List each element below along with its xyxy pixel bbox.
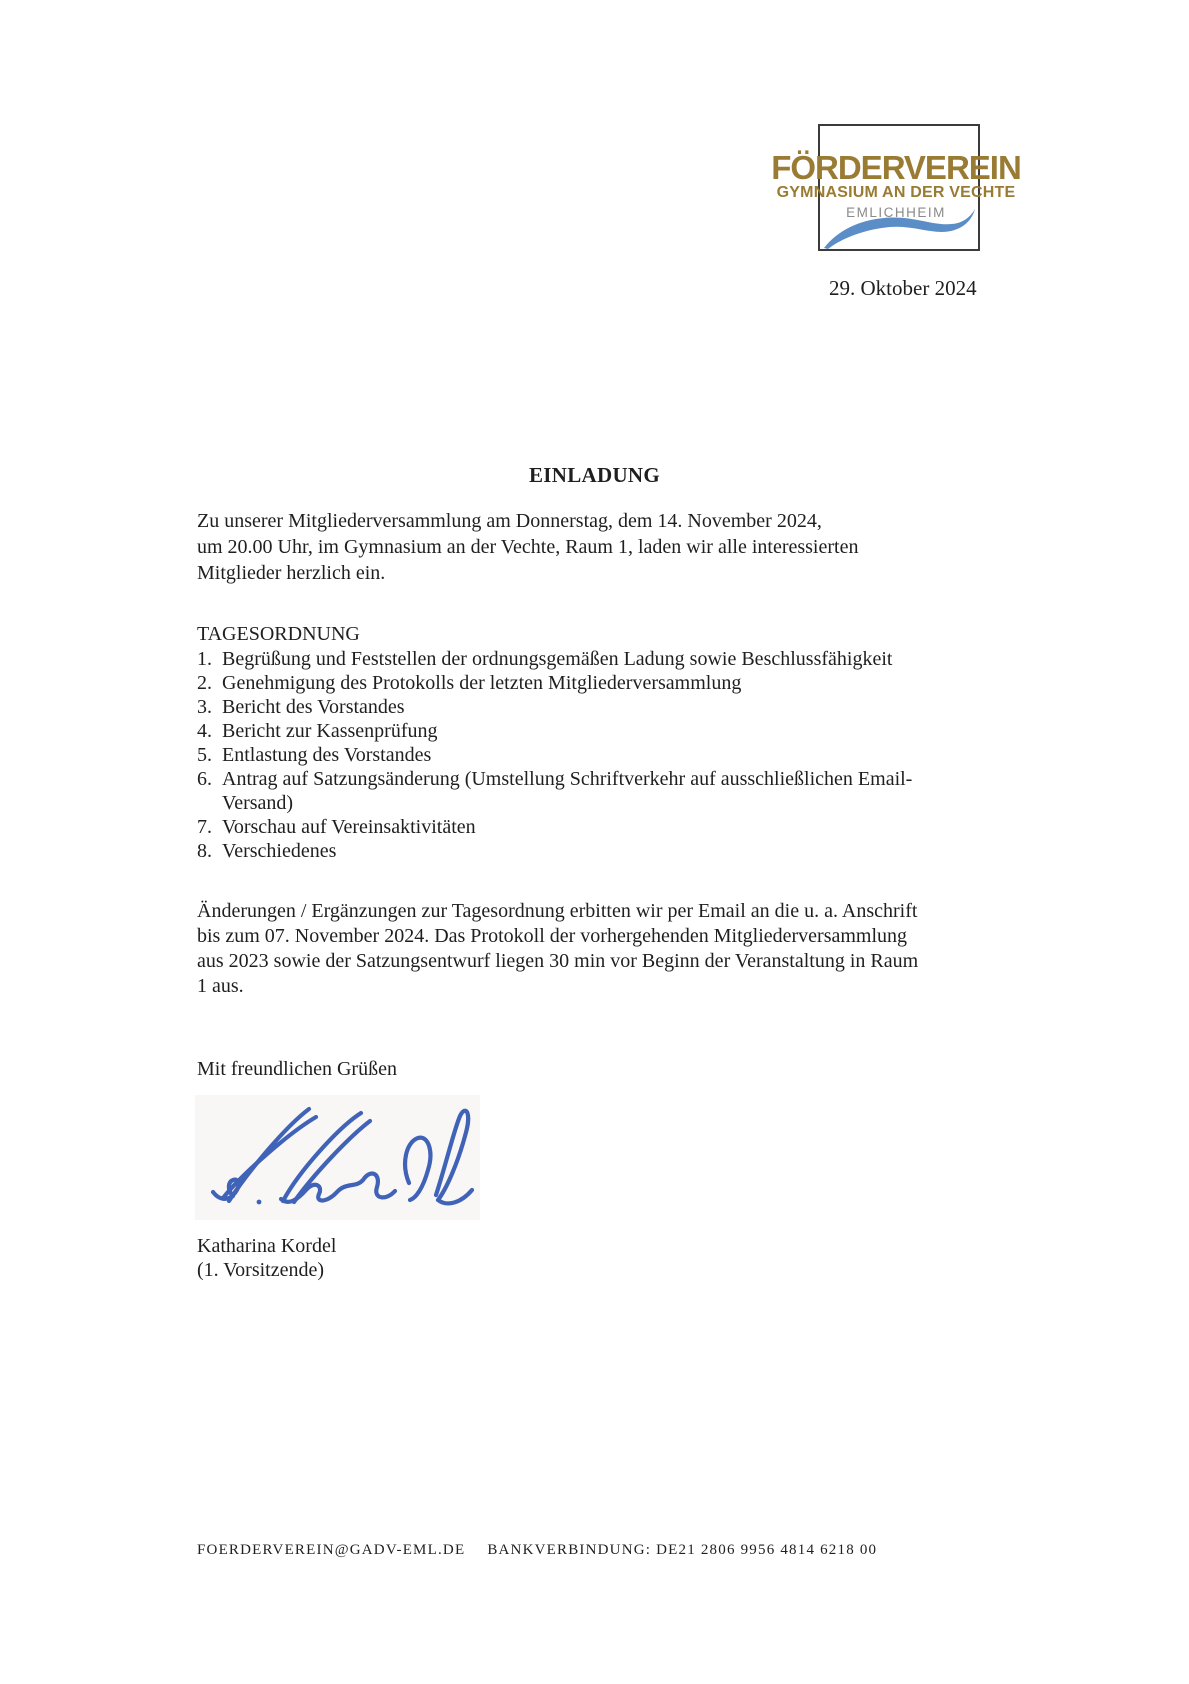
closing-salutation: Mit freundlichen Grüßen [197, 1058, 397, 1080]
note-line: 1 aus. [197, 975, 244, 997]
agenda-item-number: 8. [197, 840, 212, 862]
intro-paragraph [197, 508, 858, 586]
letter-heading: EINLADUNG [528, 463, 661, 487]
agenda-item [197, 695, 912, 719]
agenda-item-text: Vorschau auf Vereinsaktivitäten [222, 816, 476, 838]
agenda-list [197, 647, 912, 863]
agenda-item-number: 7. [197, 816, 212, 838]
letter-footer [197, 1542, 877, 1559]
intro-line: um 20.00 Uhr, im Gymnasium an der Vechte, Raum 1, laden wir alle interessierten [197, 536, 859, 558]
logo-subtitle: GYMNASIUM AN DER VECHTE [776, 184, 1016, 201]
signer-role: (1. Vorsitzende) [197, 1259, 325, 1281]
note-paragraph [197, 899, 918, 999]
agenda-item [197, 743, 912, 767]
agenda-item-text: Bericht des Vorstandes [222, 696, 405, 718]
intro-line: Zu unserer Mitgliederversammlung am Donnerstag, dem 14. November 2024, [197, 510, 822, 532]
agenda-item [197, 647, 912, 671]
agenda-item-number: 3. [197, 696, 212, 718]
note-line: aus 2023 sowie der Satzungsentwurf liegen 30 min vor Beginn der Veranstaltung in Raum [197, 950, 919, 972]
agenda-item-text: Entlastung des Vorstandes [222, 744, 432, 766]
intro-line: Mitglieder herzlich ein. [197, 562, 386, 584]
agenda-item-continuation [197, 791, 912, 815]
agenda-title: TAGESORDNUNG [197, 623, 360, 645]
agenda-item-number: 6. [197, 768, 212, 790]
agenda-item-number: 5. [197, 744, 212, 766]
agenda-item-number: 1. [197, 648, 212, 670]
agenda-item-text: Versand) [222, 792, 294, 814]
agenda-item-number: 2. [197, 672, 212, 694]
agenda-item [197, 839, 912, 863]
letter-date: 29. Oktober 2024 [829, 276, 977, 300]
note-line: Änderungen / Ergänzungen zur Tagesordnung erbitten wir per Email an die u. a. Anschrift [197, 900, 918, 922]
footer-bank-details: BANKVERBINDUNG: DE21 2806 9956 4814 6218 00 [487, 1542, 878, 1558]
agenda-item-text: Bericht zur Kassenprüfung [222, 720, 438, 742]
note-line: bis zum 07. November 2024. Das Protokoll der vorhergehenden Mitgliederversammlung [197, 925, 908, 947]
agenda-item-text: Begrüßung und Feststellen der ordnungsgemäßen Ladung sowie Beschlussfähigkeit [222, 648, 893, 670]
agenda-item [197, 815, 912, 839]
agenda-item-number: 4. [197, 720, 212, 742]
agenda-item [197, 767, 912, 791]
agenda-item-text: Verschiedenes [222, 840, 337, 862]
signature-image [195, 1095, 480, 1220]
footer-email: FOERDERVEREIN@GADV-EML.DE [197, 1542, 466, 1558]
agenda-item-text: Genehmigung des Protokolls der letzten Mitgliederversammlung [222, 672, 742, 694]
agenda-item [197, 719, 912, 743]
signer-name: Katharina Kordel [197, 1235, 337, 1257]
agenda-item-text: Antrag auf Satzungsänderung (Umstellung Schriftverkehr auf ausschließlichen Email- [222, 768, 913, 790]
agenda-item [197, 671, 912, 695]
logo-title: FÖRDERVEREIN [771, 149, 1021, 186]
logo-city: EMLICHHEIM [846, 205, 946, 220]
